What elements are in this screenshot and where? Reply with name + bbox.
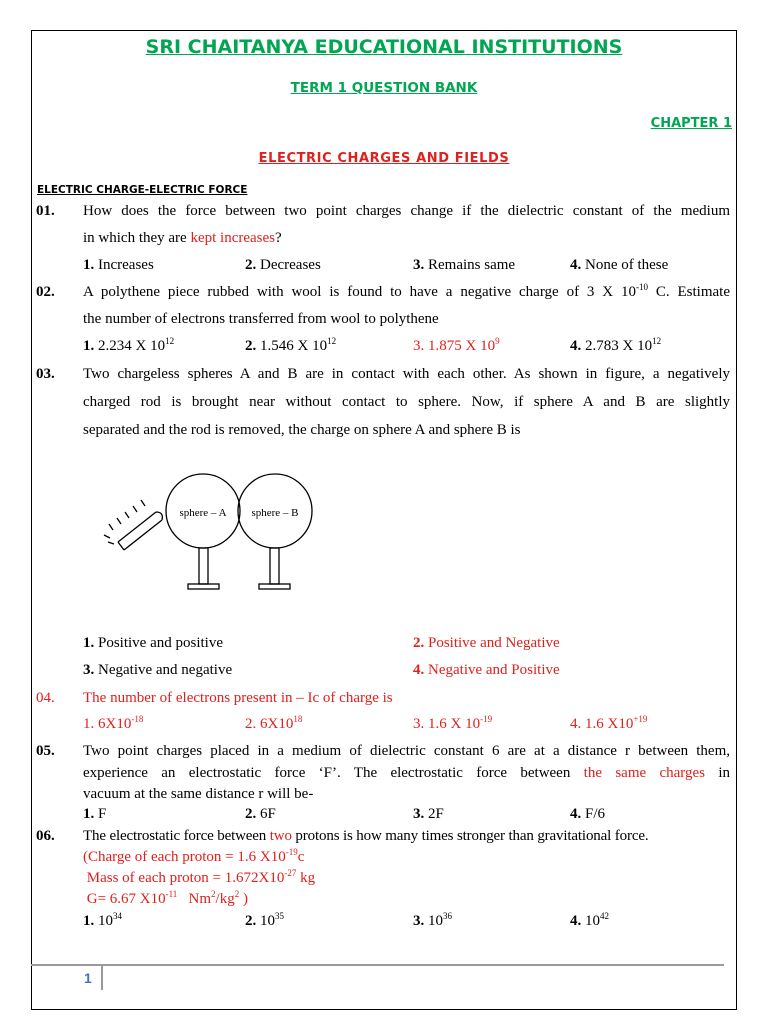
q1-option-2: 2. Decreases — [245, 257, 321, 273]
question-number-1: 01. — [36, 203, 55, 219]
question-number-4: 04. — [36, 690, 55, 706]
section-heading: ELECTRIC CHARGE-ELECTRIC FORCE — [37, 184, 248, 196]
q2-option-4: 4. 2.783 X $10^{12}$ — [570, 336, 662, 354]
question-number-3: 03. — [36, 366, 55, 382]
q4-option-1: 1. $6X10^{-18}$ — [83, 714, 144, 732]
topic-heading: ELECTRIC CHARGES AND FIELDS — [258, 151, 510, 166]
q3-option-2: 2. Positive and Negative — [413, 635, 560, 651]
q4-option-2: 2. $6X10^{18}$ — [245, 714, 303, 732]
q6-option-2: 2. $10^{35}$ — [245, 911, 284, 929]
q6-option-3: 3. $10^{36}$ — [413, 911, 452, 929]
q3-option-4: 4. Negative and Positive — [413, 662, 560, 678]
q3-option-3: 3. Negative and negative — [83, 662, 233, 678]
q3-option-1: 1. Positive and positive — [83, 635, 223, 651]
q6-option-4: 4. $10^{42}$ — [570, 911, 609, 929]
page-number: 1 — [84, 970, 92, 986]
q1-option-1: 1. Increases — [83, 257, 154, 273]
question-number-5: 05. — [36, 743, 55, 759]
q4-option-4: 4. 1.6 $X10^{+19}$ — [570, 714, 648, 732]
q1-option-3: 3. Remains same — [413, 257, 516, 273]
question-4-text: The number of electrons present in – Ic of charge is — [83, 690, 393, 706]
sphere-b-label: sphere – B — [251, 507, 299, 519]
stand-a — [188, 548, 219, 589]
footer-divider — [31, 964, 724, 966]
question-2-line-1: A polythene piece rubbed with wool is found to have a negative charge of 3 X $10^{-10}$ C. Estimate — [83, 282, 730, 300]
question-6-line-3: Mass of each proton = $1.672X10^{-27}$ kg — [83, 868, 316, 886]
question-3-line-2: charged rod is brought near without contact to sphere. Now, if sphere A and B are slightly — [83, 394, 730, 410]
question-2-line-2: the number of electrons transferred from wool to polythene — [83, 311, 439, 327]
q6-option-1: 1. $10^{34}$ — [83, 911, 122, 929]
question-1-line-1: How does the force between two point charges change if the dielectric constant of the medium — [83, 203, 730, 219]
question-6-line-1: The electrostatic force between two protons is how many times stronger than gravitational force. — [83, 828, 649, 844]
stand-b — [259, 548, 290, 589]
q2-option-1: 1. 2.234 X $10^{12}$ — [83, 336, 175, 354]
footer-page-separator — [101, 966, 103, 990]
q4-option-3: 3. 1.6 X $10^{-19}$ — [413, 714, 493, 732]
question-5-line-1: Two point charges placed in a medium of dielectric constant 6 are at a distance r between them, — [83, 743, 730, 759]
question-5-line-2: experience an electrostatic force ‘F’. The electrostatic force between the same charges in — [83, 765, 731, 781]
chapter-label: CHAPTER 1 — [650, 116, 732, 131]
q2-option-3: 3. 1.875 X $10^9$ — [413, 336, 500, 354]
question-number-6: 06. — [36, 828, 55, 844]
question-3-line-1: Two chargeless spheres A and B are in contact with each other. As shown in figure, a negatively — [83, 366, 730, 382]
question-bank-subtitle: TERM 1 QUESTION BANK — [290, 80, 478, 96]
q2-option-2: 2. 1.546 X $10^{12}$ — [245, 336, 337, 354]
sphere-a-label: sphere – A — [179, 507, 227, 519]
q5-option-2: 2. 6F — [245, 806, 276, 822]
q1-option-4: 4. None of these — [570, 257, 669, 273]
institution-title: SRI CHAITANYA EDUCATIONAL INSTITUTIONS — [145, 36, 623, 58]
question-6-line-2: (Charge of each proton = 1.6 $X10^{-19}c$ — [83, 847, 305, 865]
q5-option-4: 4. F/6 — [570, 806, 606, 822]
q5-option-3: 3. 2F — [413, 806, 444, 822]
charged-rod — [104, 500, 162, 550]
spheres-figure — [100, 470, 330, 600]
question-3-line-3: separated and the rod is removed, the charge on sphere A and sphere B is — [83, 422, 521, 438]
question-6-line-4: G= 6.67 $X10^{-11}$ $Nm^2/kg^2$ ) — [83, 889, 248, 907]
question-number-2: 02. — [36, 284, 55, 300]
q5-option-1: 1. F — [83, 806, 107, 822]
question-1-line-2: in which they are kept increases? — [83, 230, 282, 246]
question-5-line-3: vacuum at the same distance r will be- — [83, 786, 314, 802]
